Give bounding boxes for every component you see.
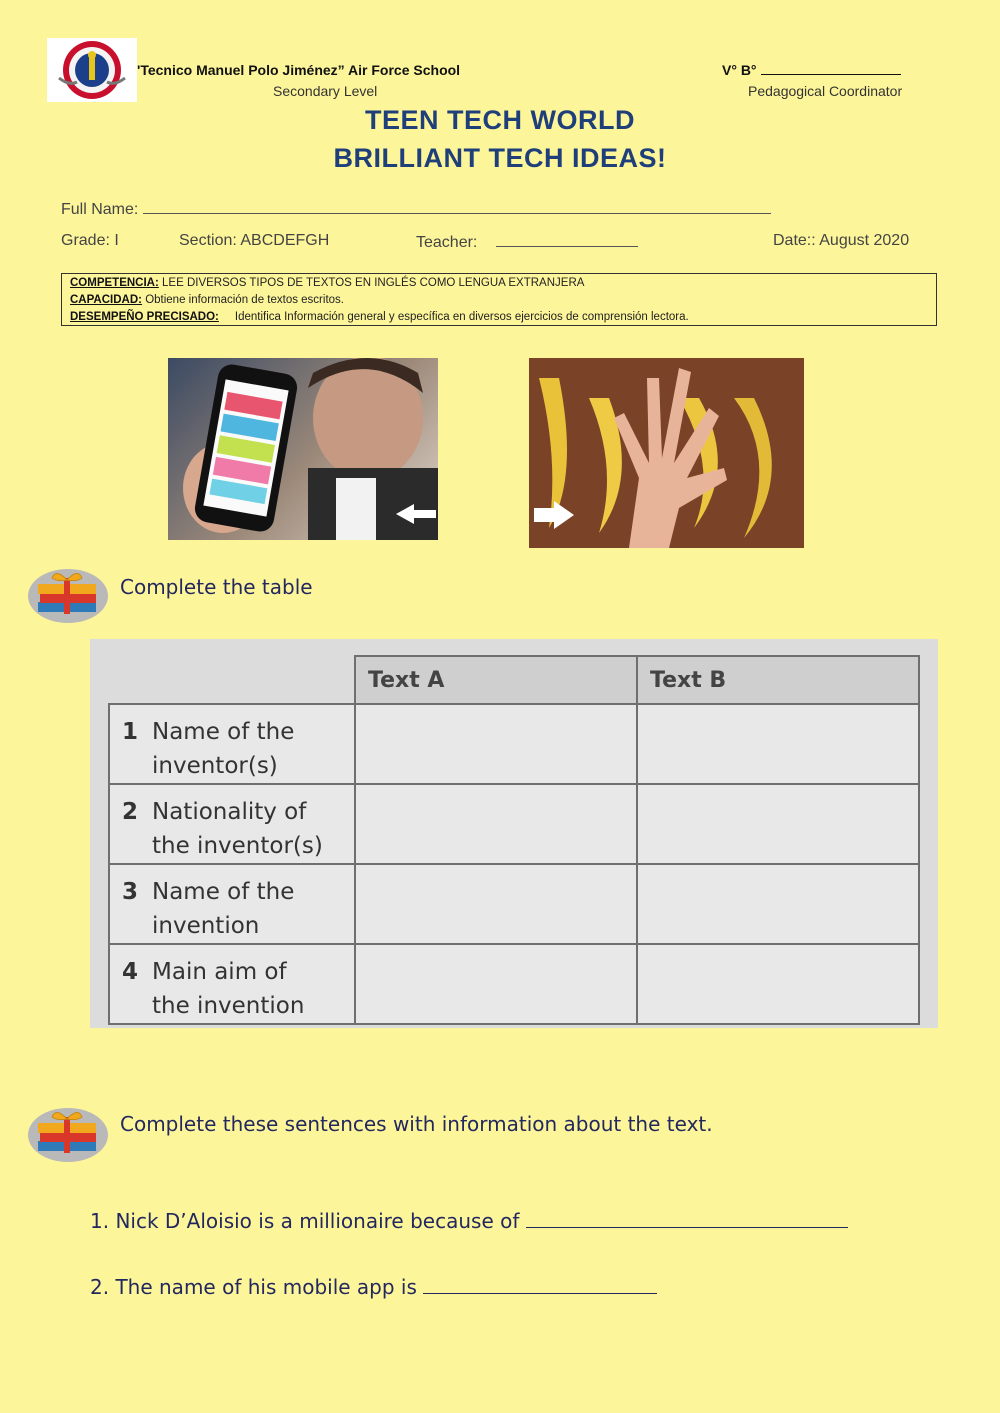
coordinator-label: Pedagogical Coordinator: [748, 83, 903, 99]
answer-cell-text-b[interactable]: [637, 944, 919, 1024]
sentence-number: 1.: [90, 1209, 110, 1233]
capacidad-value: Obtiene información de textos escritos.: [145, 294, 344, 306]
date-label: Date:: August 2020: [773, 232, 910, 249]
answer-cell-text-a[interactable]: [355, 864, 637, 944]
answer-cell-text-b[interactable]: [637, 864, 919, 944]
competencia-value: LEE DIVERSOS TIPOS DE TEXTOS EN INGLÉS COMO LENGUA EXTRANJERA: [162, 277, 585, 289]
approval-label: V° B°: [722, 62, 757, 78]
answer-cell-text-b[interactable]: [637, 704, 919, 784]
table-row: [109, 704, 919, 784]
sentence-answer-field[interactable]: [423, 1275, 657, 1294]
approval-field: [722, 62, 901, 78]
teacher-row: [416, 232, 638, 252]
teacher-label: Teacher:: [416, 234, 478, 251]
sentence-text: The name of his mobile app is: [115, 1275, 417, 1299]
sentence-text: Nick D’Aloisio is a millionaire because of: [115, 1209, 520, 1233]
full-name-label: Full Name:: [61, 201, 139, 218]
inventions-table: [108, 655, 920, 1025]
row-label: [109, 944, 355, 1024]
table-row: [109, 784, 919, 864]
section-label: Section: ABCDEFGH: [179, 232, 330, 249]
row-label-line: the invention: [152, 993, 305, 1019]
capacidad-label: CAPACIDAD:: [70, 294, 142, 306]
full-name-row: [61, 199, 771, 219]
sentence-answer-field[interactable]: [526, 1209, 848, 1228]
worksheet-subtitle: BRILLIANT TECH IDEAS!: [333, 143, 667, 173]
exercise2-instruction: Complete these sentences with information about the text.: [120, 1112, 713, 1136]
row-label-line: inventor(s): [152, 753, 278, 779]
answer-cell-text-a[interactable]: [355, 704, 637, 784]
row-label-line: invention: [152, 913, 260, 939]
worksheet-title: TEEN TECH WORLD: [365, 105, 635, 135]
corner-cell: [109, 656, 355, 704]
gift-books-icon: [26, 1103, 108, 1163]
sentence-number: 2.: [90, 1275, 110, 1299]
row-label-line: the inventor(s): [152, 833, 323, 859]
row-label: [109, 784, 355, 864]
col-header-text-a: Text A: [355, 656, 637, 704]
answer-cell-text-a[interactable]: [355, 784, 637, 864]
competencia-label: COMPETENCIA:: [70, 277, 159, 289]
row-label: [109, 704, 355, 784]
answer-cell-text-b[interactable]: [637, 784, 919, 864]
row-number: 4: [122, 959, 139, 985]
row-label-line: Name of the: [152, 719, 295, 745]
col-header-text-b: Text B: [637, 656, 919, 704]
row-number: 3: [122, 879, 139, 905]
exercise1-instruction: Complete the table: [120, 575, 313, 599]
row-label-line: Main aim of: [152, 959, 287, 985]
phone-app-photo: [168, 358, 438, 540]
grade-label: Grade: I: [61, 232, 119, 249]
desempeno-value: Identifica Información general y específica en diversos ejercicios de comprensión lectora.: [234, 311, 689, 323]
sentence-1: [90, 1209, 848, 1233]
banana-piano-photo: [529, 358, 804, 548]
row-label: [109, 864, 355, 944]
row-label-line: Nationality of: [152, 799, 307, 825]
table-row: [109, 944, 919, 1024]
row-number: 2: [122, 799, 139, 825]
row-label-line: Name of the: [152, 879, 295, 905]
approval-line: [761, 62, 901, 75]
desempeno-label: DESEMPEÑO PRECISADO:: [70, 311, 219, 323]
school-level: Secondary Level: [273, 83, 378, 99]
row-number: 1: [122, 719, 139, 745]
gift-books-icon: [26, 564, 108, 624]
competencia-box: [61, 273, 937, 326]
full-name-field[interactable]: [143, 199, 771, 214]
table-header-row: [109, 656, 919, 704]
school-logo: [47, 38, 137, 102]
table-row: [109, 864, 919, 944]
answer-cell-text-a[interactable]: [355, 944, 637, 1024]
teacher-field[interactable]: [496, 232, 638, 247]
school-name: 'Tecnico Manuel Polo Jiménez” Air Force School: [137, 62, 461, 78]
sentence-2: [90, 1275, 657, 1299]
